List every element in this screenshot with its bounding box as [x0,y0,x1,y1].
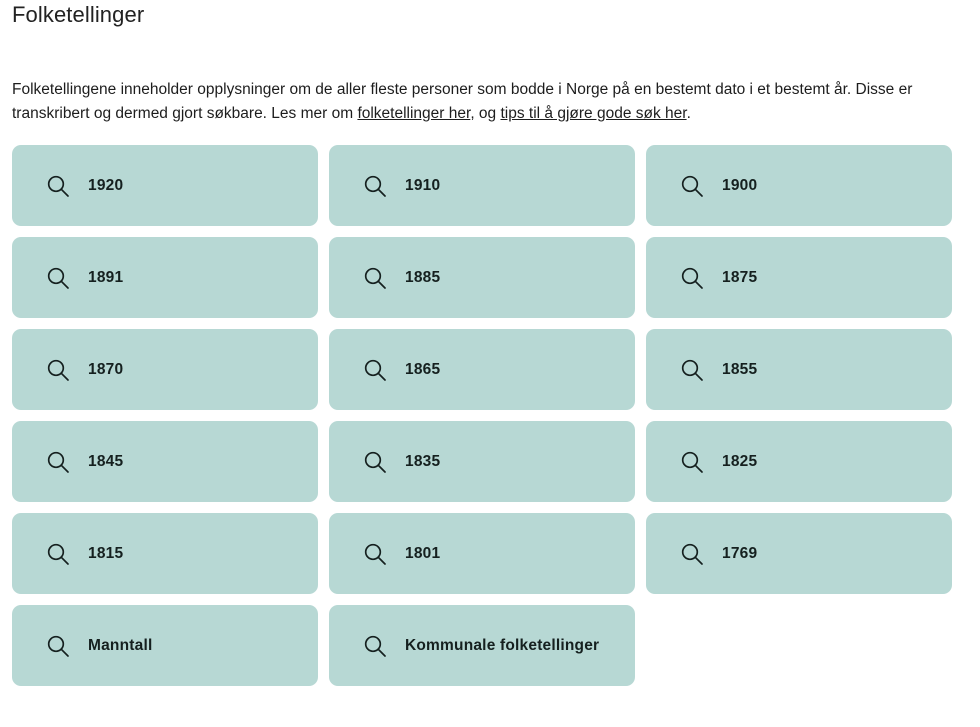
census-card-1865[interactable] [329,329,635,410]
census-card-label: 1875 [722,268,758,286]
census-card-1801[interactable] [329,513,635,594]
search-icon [362,173,388,199]
search-icon [679,265,705,291]
census-card-label: Manntall [88,636,153,654]
search-icon [45,633,71,659]
search-icon [679,357,705,383]
search-icon [362,541,388,567]
link-tips-gode-sok[interactable]: tips til å gjøre gode søk her [500,105,687,122]
census-card-label: 1910 [405,176,441,194]
census-card-label: 1845 [88,452,124,470]
census-card-kommunale-folketellinger[interactable] [329,605,635,686]
search-icon [45,173,71,199]
census-card-label: 1870 [88,360,124,378]
search-icon [45,449,71,475]
census-card-1845[interactable] [12,421,318,502]
census-card-label: 1865 [405,360,441,378]
search-icon [679,173,705,199]
census-card-label: 1885 [405,268,441,286]
census-card-label: 1920 [88,176,124,194]
census-card-label: 1835 [405,452,441,470]
census-card-1875[interactable] [646,237,952,318]
census-card-label: 1900 [722,176,758,194]
census-card-1891[interactable] [12,237,318,318]
intro-text-part1: Folketellingene inneholder opplysninger om de aller fleste personer som bodde i Norge på en bestemt dato i et bestemt år. Disse er transkribert og dermed gjort søkbare. Les mer om [12,81,913,122]
census-card-1900[interactable] [646,145,952,226]
census-card-1910[interactable] [329,145,635,226]
census-card-label: 1769 [722,544,758,562]
search-icon [679,541,705,567]
census-card-label: 1825 [722,452,758,470]
census-card-label: 1891 [88,268,124,286]
intro-paragraph [12,28,964,126]
link-folketellinger-her[interactable]: folketellinger her [357,105,471,122]
intro-text-part2: , og [470,105,501,122]
search-icon [362,265,388,291]
census-card-1769[interactable] [646,513,952,594]
census-card-label: 1801 [405,544,441,562]
intro-text-part3: . [686,105,691,122]
search-icon [362,357,388,383]
census-card-1815[interactable] [12,513,318,594]
census-card-1885[interactable] [329,237,635,318]
census-card-label: 1815 [88,544,124,562]
census-card-manntall[interactable] [12,605,318,686]
search-icon [45,541,71,567]
search-icon [362,633,388,659]
search-icon [679,449,705,475]
census-card-1835[interactable] [329,421,635,502]
census-card-1870[interactable] [12,329,318,410]
census-card-1855[interactable] [646,329,952,410]
page-title: Folketellinger [12,2,145,27]
census-card-label: Kommunale folketellinger [405,636,600,654]
census-card-grid [12,145,968,686]
census-card-1920[interactable] [12,145,318,226]
census-card-1825[interactable] [646,421,952,502]
search-icon [362,449,388,475]
census-card-label: 1855 [722,360,758,378]
search-icon [45,357,71,383]
search-icon [45,265,71,291]
